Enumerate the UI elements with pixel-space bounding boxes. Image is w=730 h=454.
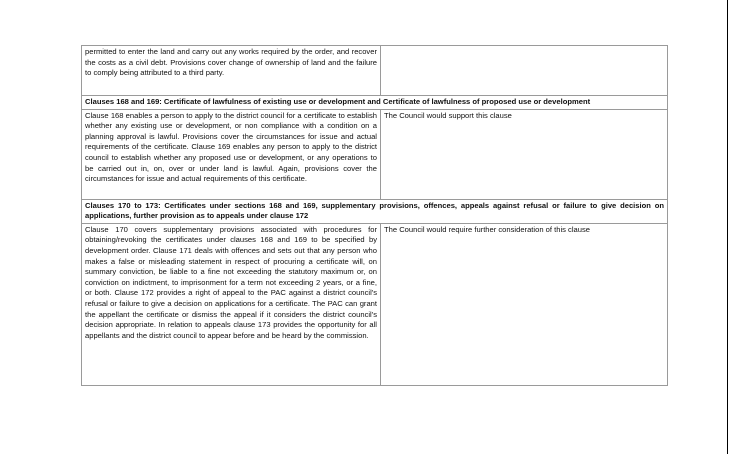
table-row	[82, 46, 668, 96]
page-edge-line	[727, 0, 728, 454]
clause-description-cell: Clause 170 covers supplementary provisions associated with procedures for obtaining/revoking the certificates under clauses 168 and 169 to be specified by development order. Clause 171 deals with offences and sets out that any person who makes a false or misleading statement in respect of procuring a certificate will, on summary conviction, be liable to a fine not exceeding the statutory maximum or, on conviction on indictment, to imprisonment for a term not exceeding 2 years, or a fine, or both. Clause 172 provides a right of appeal to the PAC against a district council's refusal or failure to give a decision on applications for a certificate. The PAC can grant the appellant the certificate or dismiss the appeal if it considers the district council's decision appropriate. In relation to appeals clause 173 provides the opportunity for all appellants and the district council to appear before and be heard by the commission.	[82, 223, 381, 385]
council-response-cell	[381, 46, 668, 96]
council-response-cell: The Council would support this clause	[381, 109, 668, 199]
table-row	[82, 96, 668, 110]
clause-description-cell: permitted to enter the land and carry out any works required by the order, and recover the costs as a civil debt. Provisions cover change of ownership of land and the failure to comply being attributed to a third party.	[82, 46, 381, 96]
clause-heading: Clauses 168 and 169: Certificate of lawfulness of existing use or development and Certificate of lawfulness of proposed use or development	[82, 96, 668, 110]
table-row	[82, 199, 668, 223]
clause-description-cell: Clause 168 enables a person to apply to the district council for a certificate to establish whether any existing use or development, or non compliance with a condition on a planning approval is lawful. Provisions cover the circumstances for issue and actual requirements of the certificate. Clause 169 enables any person to apply to the district council to establish whether any proposed use or development, or any operations to be carried out in, on, over or under land is lawful. Again, provisions cover the circumstances for issue and actual requirements of this certificate.	[82, 109, 381, 199]
council-response-cell: The Council would require further consideration of this clause	[381, 223, 668, 385]
table-row	[82, 109, 668, 199]
clauses-table	[81, 45, 668, 386]
clause-heading: Clauses 170 to 173: Certificates under sections 168 and 169, supplementary provisions, offences, appeals against refusal or failure to give decision on applications, further provision as to appeals under clause 172	[82, 199, 668, 223]
table-row	[82, 223, 668, 385]
